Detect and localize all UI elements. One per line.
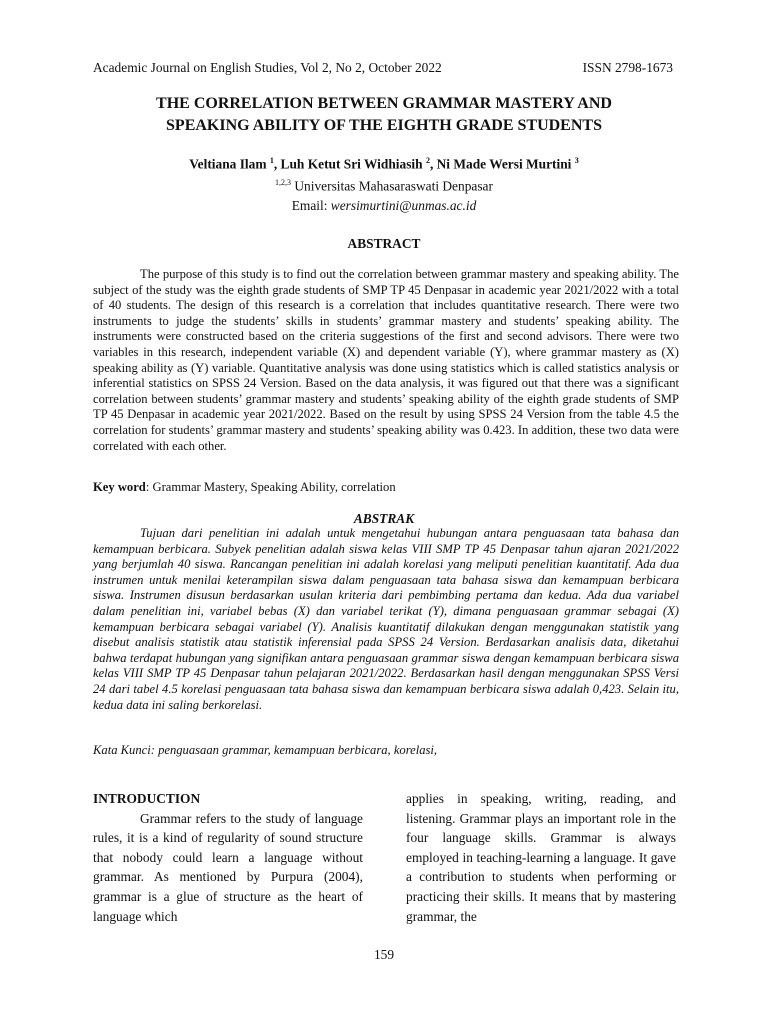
- author-1: Veltiana Ilam: [189, 156, 267, 172]
- keywords-label: Key word: [93, 480, 146, 494]
- intro-paragraph-left: Grammar refers to the study of language rules, it is a kind of regularity of sound structure that nobody could learn a language without grammar. As mentioned by Purpura (2004), grammar is a glue of structure as the heart of language which: [93, 810, 363, 924]
- intro-paragraph-right: applies in speaking, writing, reading, and listening. Grammar plays an important role in the four language skills. Grammar is always employed in teaching-learning a language. It gave a contribution to students when performing or practicing their skills. It means that by mastering grammar, the: [406, 791, 676, 924]
- page-number: 159: [373, 947, 395, 962]
- intro-column-right: [406, 789, 676, 926]
- email-line: [60, 198, 708, 214]
- issn: ISSN 2798-1673: [582, 60, 673, 75]
- journal-name: Academic Journal on English Studies, Vol 2, No 2, October 2022: [93, 60, 442, 75]
- running-header: [93, 60, 673, 76]
- title-line-1: THE CORRELATION BETWEEN GRAMMAR MASTERY AND: [156, 95, 612, 112]
- abstract-body: The purpose of this study is to find out the correlation between grammar mastery and speaking ability. The subject of the study was the eighth grade students of SMP TP 45 Denpasar in academic year 2021/2022 with a total of 40 students. The design of this research is a correlation that includes quantitative research. There were two instruments to judge the students’ skills in students’ grammar mastery and students’ speaking ability. The instruments were constructed based on the criteria suggestions of the first and second advisors. There were two variables in this research, independent variable (X) and dependent variable (Y), where grammar mastery as (X) speaking ability as (Y) variable. Quantitative analysis was done using statistics which is called statistics analysis or inferential statistics on SPSS 24 Version. Based on the data analysis, it was figured out that there was a significant correlation between students’ grammar mastery and students’ speaking ability of the eighth grade students of SMP TP 45 Denpasar in academic year 2021/2022. Based on the result by using SPSS 24 Version from the table 4.5 the correlation for students’ grammar mastery and students’ speaking ability was 0.423. In addition, these two data were correlated with each other.: [93, 267, 679, 453]
- title-line-2: SPEAKING ABILITY OF THE EIGHTH GRADE STUDENTS: [166, 117, 602, 134]
- author-list: Veltiana Ilam $^1$, Luh Ketut Sri Widhiasih $^2$, Ni Made Wersi Murtini $^3$: [189, 156, 579, 172]
- author-1-sup: 1: [269, 156, 274, 165]
- paper-title: [60, 93, 708, 137]
- abstract-heading: ABSTRACT: [347, 236, 421, 251]
- kata-kunci: Kata Kunci: penguasaan grammar, kemampuan berbicara, korelasi,: [93, 743, 438, 757]
- author-2: Luh Ketut Sri Widhiasih: [280, 156, 423, 172]
- affiliation: [60, 178, 708, 194]
- keywords-text: : Grammar Mastery, Speaking Ability, correlation: [145, 480, 396, 494]
- affiliation-sup: 1,2,3: [275, 178, 292, 187]
- abstrak-heading: ABSTRAK: [353, 511, 415, 526]
- email-address: wersimurtini@unmas.ac.id: [330, 198, 477, 213]
- abstrak-body: Tujuan dari penelitian ini adalah untuk mengetahui hubungan antara penguasaan tata bahasa dan kemampuan berbicara. Subyek penelitian adalah siswa kelas VIII SMP TP 45 Denpasar tahun ajaran 2021/2022 yang berjumlah 40 siswa. Rancangan penelitian ini adalah korelasi yang meliputi penelitian kuantitatif. Ada dua instrumen untuk menilai keterampilan siswa dalam penguasaan tata bahasa siswa dan kemampuan berbicara siswa. Instrumen disusun berdasarkan usulan kriteria dari pembimbing pertama dan kedua. Ada dua variabel dalam penelitian ini, variabel bebas (X) dan variabel terikat (Y), dimana penguasaan grammar sebagai (X) kemampuan berbicara sebagai variabel (Y). Analisis kuantitatif dilakukan dengan menggunakan statistik yang disebut analisis statistik atau statistik inferensial pada SPSS 24 Version. Berdasarkan analisis data, diketahui bahwa terdapat hubungan yang signifikan antara penguasaan grammar siswa dengan kemampuan berbicara siswa kelas VIII SMP TP 45 Denpasar tahun pelajaran 2021/2022. Berdasarkan hasil dengan menggunakan SPSS Versi 24 dari tabel 4.5 korelasi penguasaan tata bahasa siswa dan kemampuan berbicara siswa adalah 0,423. Selain itu, kedua data ini saling berkorelasi.: [93, 526, 679, 712]
- author-3-sup: 3: [574, 156, 579, 165]
- keywords: [93, 480, 679, 495]
- introduction-heading: INTRODUCTION: [93, 791, 201, 806]
- affiliation-text: Universitas Mahasaraswati Denpasar: [294, 178, 493, 194]
- email-label: Email:: [291, 198, 328, 213]
- intro-column-left: [93, 789, 363, 926]
- author-3: Ni Made Wersi Murtini: [436, 156, 572, 172]
- author-2-sup: 2: [425, 156, 430, 165]
